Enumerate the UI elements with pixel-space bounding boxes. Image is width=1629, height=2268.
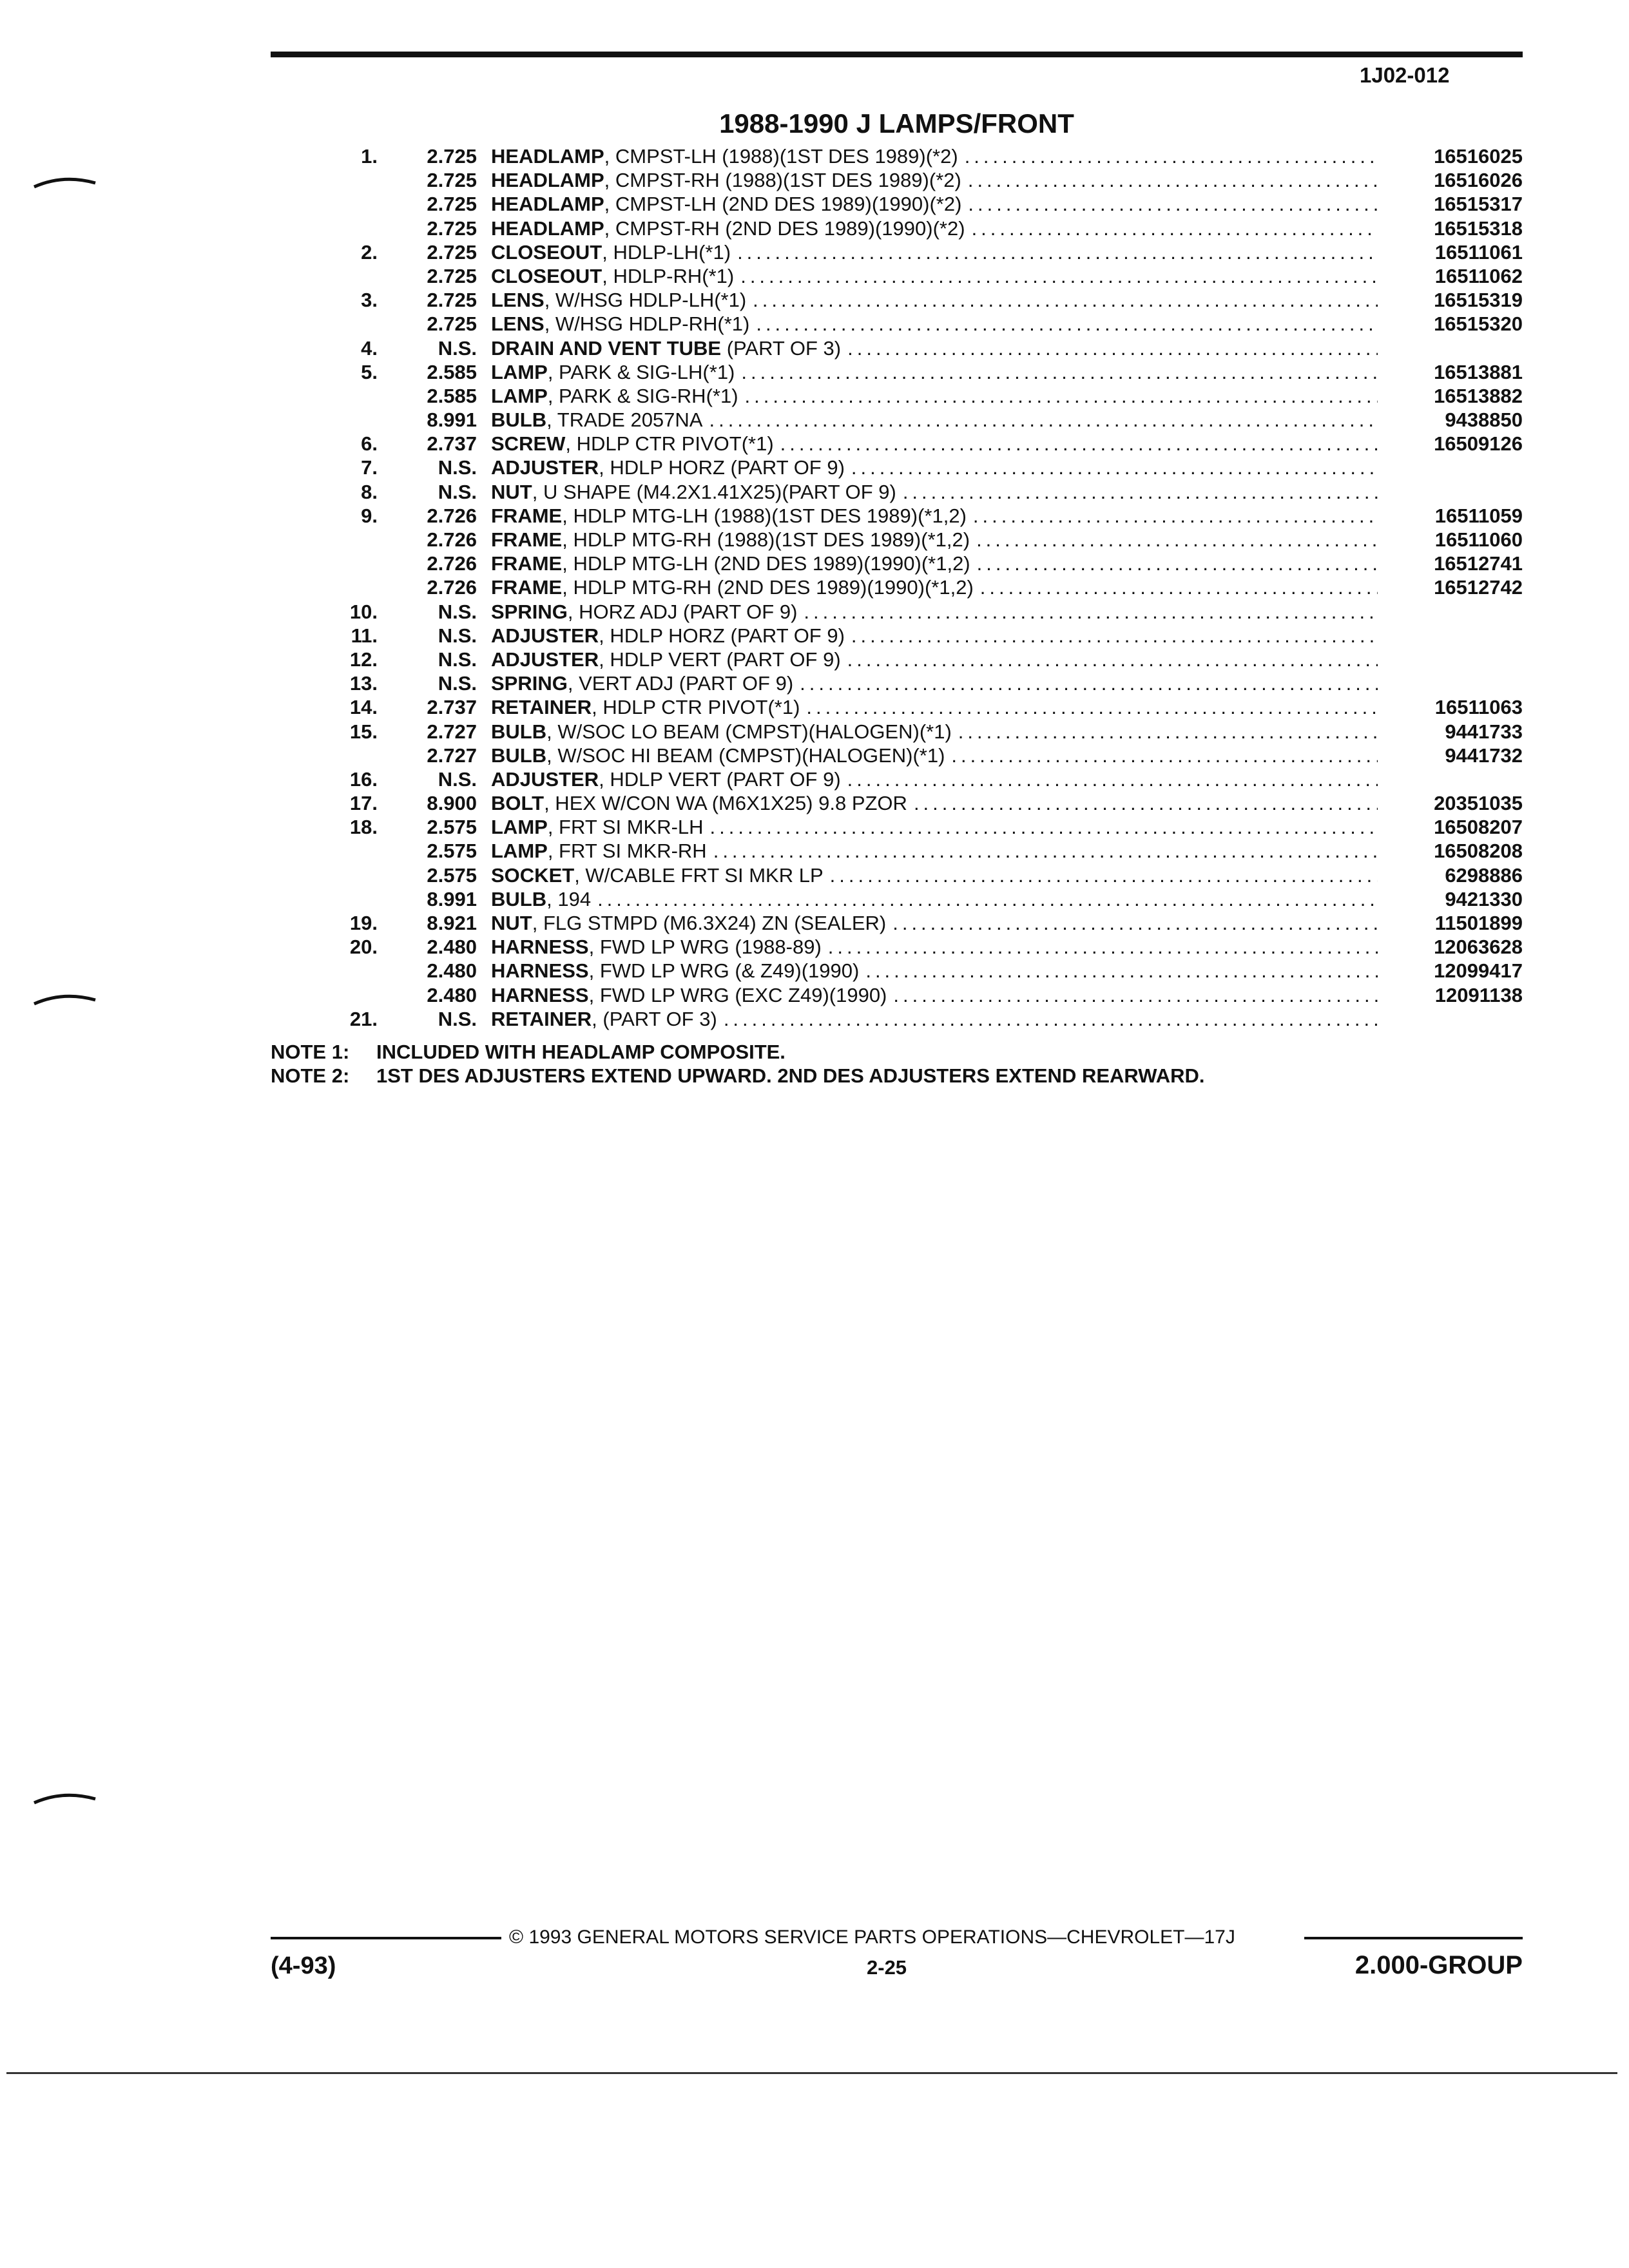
part-detail: , CMPST-RH (1988)(1ST DES 1989)(*2)	[604, 169, 961, 192]
page-title: 1988-1990 J LAMPS/FRONT	[719, 108, 1074, 139]
ref-number: 19.	[349, 912, 378, 934]
dot-leader	[968, 192, 1378, 216]
dot-leader	[968, 168, 1378, 192]
part-name: SCREW	[491, 432, 566, 456]
part-row	[271, 264, 1523, 288]
part-name: FRAME	[491, 504, 563, 527]
group-number: 2.737	[427, 432, 477, 456]
dot-leader	[903, 480, 1378, 504]
part-description	[491, 935, 1378, 959]
part-detail: , W/SOC HI BEAM (CMPST)(HALOGEN)(*1)	[546, 744, 945, 767]
copyright-line: © 1993 GENERAL MOTORS SERVICE PARTS OPERATIONS—CHEVROLET—17J	[509, 1927, 1235, 1948]
part-description	[491, 432, 1378, 456]
part-description	[491, 959, 1378, 983]
part-description	[491, 695, 1378, 719]
part-description	[491, 648, 1378, 671]
part-detail: , VERT ADJ (PART OF 9)	[567, 672, 794, 695]
part-name: FRAME	[491, 552, 563, 575]
note-text: 1ST DES ADJUSTERS EXTEND UPWARD. 2ND DES ADJUSTERS EXTEND REARWARD.	[376, 1064, 1205, 1087]
part-description	[491, 983, 1378, 1007]
part-detail: , CMPST-LH (1988)(1ST DES 1989)(*2)	[604, 145, 958, 168]
part-detail: (PART OF 3)	[721, 336, 842, 360]
dot-leader	[710, 815, 1378, 839]
part-row	[271, 720, 1523, 744]
part-detail: , FRT SI MKR-LH	[547, 816, 704, 839]
part-number: 9421330	[1445, 887, 1523, 910]
dot-leader	[865, 959, 1378, 983]
part-number: 16511063	[1434, 696, 1523, 719]
part-name: ADJUSTER	[491, 456, 599, 479]
part-name: NUT	[491, 480, 532, 503]
note-label: NOTE 2:	[271, 1064, 350, 1087]
part-row	[271, 144, 1523, 168]
part-detail: , HDLP HORZ (PART OF 9)	[599, 456, 845, 479]
part-row	[271, 432, 1523, 456]
group-number: 2.575	[427, 840, 477, 863]
part-number: 16508207	[1434, 816, 1523, 839]
part-row	[271, 168, 1523, 192]
part-number: 16511059	[1434, 504, 1523, 527]
part-description	[491, 192, 1378, 216]
dot-leader	[972, 216, 1378, 240]
group-number: 2.480	[427, 983, 477, 1006]
group-number: 2.725	[427, 145, 477, 168]
part-number: 16509126	[1434, 432, 1523, 456]
part-detail: , FLG STMPD (M6.3X24) ZN (SEALER)	[532, 912, 887, 934]
page-number: 2-25	[867, 1956, 907, 1979]
group-number: 2.726	[427, 552, 477, 575]
part-number: 16511062	[1434, 264, 1523, 287]
dot-leader	[800, 671, 1378, 695]
part-name: ADJUSTER	[491, 624, 599, 647]
dot-leader	[756, 312, 1378, 336]
part-description	[491, 911, 1378, 935]
part-row	[271, 216, 1523, 240]
part-detail: , HDLP-LH(*1)	[602, 240, 731, 264]
dot-leader	[977, 552, 1378, 575]
ref-number: 3.	[361, 289, 378, 312]
part-name: BULB	[491, 720, 547, 743]
part-detail: , CMPST-RH (2ND DES 1989)(1990)(*2)	[604, 216, 965, 240]
part-name: HARNESS	[491, 959, 589, 983]
part-number: 16516025	[1434, 145, 1523, 168]
part-row	[271, 480, 1523, 504]
part-number: 12063628	[1434, 936, 1523, 959]
part-row	[271, 600, 1523, 624]
part-description	[491, 408, 1378, 432]
ref-number: 11.	[351, 624, 378, 647]
group-number: N.S.	[438, 672, 477, 695]
part-name: LAMP	[491, 840, 548, 863]
note-label: NOTE 1:	[271, 1041, 350, 1063]
part-row	[271, 575, 1523, 599]
ref-number: 10.	[349, 600, 378, 623]
part-name: CLOSEOUT	[491, 264, 602, 287]
part-row	[271, 240, 1523, 264]
dot-leader	[709, 408, 1378, 432]
part-detail: , W/CABLE FRT SI MKR LP	[574, 863, 824, 887]
ref-number: 21.	[349, 1007, 378, 1030]
group-number: 2.725	[427, 240, 477, 264]
part-row	[271, 288, 1523, 312]
group-number: 2.725	[427, 169, 477, 192]
group-number: N.S.	[438, 600, 477, 623]
part-row	[271, 791, 1523, 815]
part-name: HARNESS	[491, 936, 589, 959]
parts-list	[271, 144, 1523, 1031]
ref-number: 9.	[361, 504, 378, 527]
part-name: FRAME	[491, 576, 563, 599]
part-number: 6298886	[1445, 863, 1523, 887]
top-rule	[271, 52, 1523, 57]
dot-leader	[980, 575, 1378, 599]
part-detail: , FWD LP WRG (EXC Z49)(1990)	[588, 983, 887, 1006]
part-number: 16511061	[1434, 240, 1523, 264]
dot-leader	[737, 240, 1378, 264]
group-number: N.S.	[438, 624, 477, 647]
part-description	[491, 480, 1378, 504]
part-detail: , HDLP-RH(*1)	[602, 264, 735, 287]
part-name: NUT	[491, 912, 532, 934]
ref-number: 18.	[349, 816, 378, 839]
part-detail: , HORZ ADJ (PART OF 9)	[567, 600, 798, 623]
dot-leader	[806, 695, 1378, 719]
part-description	[491, 288, 1378, 312]
dot-leader	[893, 983, 1378, 1007]
part-description	[491, 839, 1378, 863]
part-description	[491, 456, 1378, 479]
part-name: SPRING	[491, 600, 568, 623]
part-detail: , HDLP CTR PIVOT(*1)	[565, 432, 774, 456]
group-number: 2.725	[427, 264, 477, 287]
part-name: LAMP	[491, 816, 548, 839]
part-description	[491, 360, 1378, 384]
document-code: 1J02-012	[1360, 63, 1450, 87]
part-detail: , FWD LP WRG (& Z49)(1990)	[588, 959, 860, 983]
part-row	[271, 384, 1523, 408]
group-number: 2.727	[427, 744, 477, 767]
part-description	[491, 600, 1378, 624]
part-row	[271, 887, 1523, 911]
part-description	[491, 791, 1378, 815]
part-row	[271, 695, 1523, 719]
bottom-rule	[6, 2072, 1617, 2074]
ref-number: 15.	[349, 720, 378, 743]
dot-leader	[847, 336, 1378, 360]
group-number: 8.991	[427, 408, 477, 432]
part-description	[491, 720, 1378, 744]
part-row	[271, 1007, 1523, 1031]
group-number: 2.725	[427, 312, 477, 336]
group-number: 2.725	[427, 216, 477, 240]
dot-leader	[745, 384, 1378, 408]
part-name: SOCKET	[491, 863, 575, 887]
part-description	[491, 336, 1378, 360]
notes	[271, 1040, 1205, 1088]
group-number: 2.727	[427, 720, 477, 743]
part-description	[491, 744, 1378, 767]
ref-number: 13.	[349, 672, 378, 695]
part-description	[491, 815, 1378, 839]
part-detail: , FRT SI MKR-RH	[547, 840, 707, 863]
part-name: HEADLAMP	[491, 216, 604, 240]
group-number: 2.737	[427, 696, 477, 719]
part-number: 20351035	[1434, 792, 1523, 815]
ref-number: 17.	[349, 792, 378, 815]
part-number: 16515320	[1434, 312, 1523, 336]
part-detail: , HDLP MTG-RH (2ND DES 1989)(1990)(*1,2)	[562, 576, 974, 599]
ref-number: 14.	[349, 696, 378, 719]
part-description	[491, 1007, 1378, 1031]
group-number: N.S.	[438, 480, 477, 503]
footer-rule-left	[271, 1937, 501, 1939]
part-row	[271, 528, 1523, 552]
ref-number: 20.	[349, 936, 378, 959]
note-1	[271, 1040, 1205, 1064]
part-detail: , CMPST-LH (2ND DES 1989)(1990)(*2)	[604, 193, 962, 216]
note-2	[271, 1064, 1205, 1088]
ref-number: 16.	[349, 767, 378, 791]
part-row	[271, 911, 1523, 935]
part-number: 16513881	[1434, 360, 1523, 383]
group-number: 2.585	[427, 384, 477, 407]
part-number: 16511060	[1434, 528, 1523, 551]
footer-rule-right	[1304, 1937, 1523, 1939]
part-row	[271, 983, 1523, 1007]
dot-leader	[830, 863, 1378, 887]
group-number: N.S.	[438, 767, 477, 791]
part-detail: , U SHAPE (M4.2X1.41X25)(PART OF 9)	[532, 480, 896, 503]
part-detail: , HDLP MTG-LH (2ND DES 1989)(1990)(*1,2)	[562, 552, 970, 575]
dot-leader	[851, 456, 1378, 479]
part-detail: , W/SOC LO BEAM (CMPST)(HALOGEN)(*1)	[546, 720, 952, 743]
group-number: 2.725	[427, 289, 477, 312]
part-row	[271, 312, 1523, 336]
part-name: BULB	[491, 744, 547, 767]
part-number: 16515317	[1434, 193, 1523, 216]
part-name: LAMP	[491, 384, 548, 407]
part-detail: , HDLP MTG-LH (1988)(1ST DES 1989)(*1,2)	[562, 504, 967, 527]
part-detail: , HDLP MTG-RH (1988)(1ST DES 1989)(*1,2)	[562, 528, 970, 551]
part-row	[271, 767, 1523, 791]
ref-number: 4.	[361, 336, 378, 360]
dot-leader	[597, 887, 1378, 911]
dot-leader	[753, 288, 1378, 312]
part-number: 11501899	[1434, 912, 1523, 934]
dot-leader	[976, 528, 1378, 552]
part-name: SPRING	[491, 672, 568, 695]
dot-leader	[892, 911, 1378, 935]
part-number: 16516026	[1434, 169, 1523, 192]
part-description	[491, 552, 1378, 575]
part-row	[271, 863, 1523, 887]
part-row	[271, 959, 1523, 983]
part-description	[491, 216, 1378, 240]
dot-leader	[780, 432, 1378, 456]
part-row	[271, 336, 1523, 360]
part-row	[271, 648, 1523, 671]
part-number: 16515319	[1434, 289, 1523, 312]
note-text: INCLUDED WITH HEADLAMP COMPOSITE.	[376, 1041, 786, 1063]
part-number: 16512741	[1434, 552, 1523, 575]
part-row	[271, 408, 1523, 432]
group-number: 8.921	[427, 912, 477, 934]
group-number: 2.726	[427, 576, 477, 599]
dot-leader	[847, 767, 1378, 791]
group-number: 2.726	[427, 528, 477, 551]
dot-leader	[965, 144, 1378, 168]
ref-number: 8.	[361, 480, 378, 503]
part-description	[491, 504, 1378, 528]
part-name: DRAIN AND VENT TUBE	[491, 336, 722, 360]
part-detail: , 194	[546, 887, 592, 910]
scan-mark	[31, 986, 102, 1012]
part-row	[271, 671, 1523, 695]
group-label: 2.000-GROUP	[1354, 1951, 1523, 1979]
part-description	[491, 240, 1378, 264]
part-detail: , HDLP VERT (PART OF 9)	[599, 648, 841, 671]
part-row	[271, 624, 1523, 648]
part-detail: , HDLP HORZ (PART OF 9)	[599, 624, 845, 647]
part-name: BULB	[491, 887, 547, 910]
part-description	[491, 671, 1378, 695]
part-number: 12091138	[1434, 983, 1523, 1006]
part-description	[491, 528, 1378, 552]
part-number: 16513882	[1434, 384, 1523, 407]
ref-number: 2.	[361, 240, 378, 264]
part-description	[491, 863, 1378, 887]
part-name: LENS	[491, 289, 545, 312]
ref-number: 1.	[361, 145, 378, 168]
part-detail: , FWD LP WRG (1988-89)	[588, 936, 822, 959]
part-name: HEADLAMP	[491, 145, 604, 168]
part-description	[491, 887, 1378, 911]
part-number: 9441732	[1445, 744, 1523, 767]
part-description	[491, 264, 1378, 288]
scan-mark	[31, 169, 102, 195]
group-number: N.S.	[438, 456, 477, 479]
part-row	[271, 815, 1523, 839]
ref-number: 7.	[361, 456, 378, 479]
part-detail: , PARK & SIG-RH(*1)	[547, 384, 738, 407]
part-name: HARNESS	[491, 983, 589, 1006]
group-number: N.S.	[438, 1007, 477, 1030]
part-description	[491, 384, 1378, 408]
dot-leader	[914, 791, 1378, 815]
part-name: BULB	[491, 408, 547, 432]
part-description	[491, 575, 1378, 599]
part-row	[271, 192, 1523, 216]
part-description	[491, 144, 1378, 168]
group-number: N.S.	[438, 648, 477, 671]
part-number: 9441733	[1445, 720, 1523, 743]
group-number: 2.480	[427, 936, 477, 959]
group-number: 2.575	[427, 816, 477, 839]
ref-number: 12.	[349, 648, 378, 671]
dot-leader	[847, 648, 1378, 671]
part-row	[271, 839, 1523, 863]
part-description	[491, 168, 1378, 192]
part-detail: , (PART OF 3)	[592, 1007, 717, 1030]
part-number: 9438850	[1445, 408, 1523, 432]
part-row	[271, 935, 1523, 959]
group-number: 8.900	[427, 792, 477, 815]
part-detail: , W/HSG HDLP-RH(*1)	[544, 312, 750, 336]
part-number: 16515318	[1434, 216, 1523, 240]
dot-leader	[951, 744, 1378, 767]
part-name: CLOSEOUT	[491, 240, 602, 264]
group-number: 2.575	[427, 863, 477, 887]
dot-leader	[958, 720, 1378, 744]
group-number: 2.726	[427, 504, 477, 527]
group-number: 8.991	[427, 887, 477, 910]
group-number: 2.585	[427, 360, 477, 383]
ref-number: 6.	[361, 432, 378, 456]
dot-leader	[740, 264, 1378, 288]
part-detail: , HDLP VERT (PART OF 9)	[599, 767, 841, 791]
ref-number: 5.	[361, 360, 378, 383]
part-name: FRAME	[491, 528, 563, 551]
part-name: LENS	[491, 312, 545, 336]
part-name: RETAINER	[491, 696, 592, 719]
part-name: RETAINER	[491, 1007, 592, 1030]
dot-leader	[973, 504, 1378, 528]
part-number: 16508208	[1434, 840, 1523, 863]
group-number: 2.725	[427, 193, 477, 216]
part-detail: , HDLP CTR PIVOT(*1)	[592, 696, 800, 719]
revision-date: (4-93)	[271, 1952, 336, 1979]
part-row	[271, 456, 1523, 479]
part-detail: , HEX W/CON WA (M6X1X25) 9.8 PZOR	[544, 792, 907, 815]
scan-mark	[31, 1785, 102, 1811]
part-description	[491, 312, 1378, 336]
dot-leader	[713, 839, 1378, 863]
part-name: ADJUSTER	[491, 767, 599, 791]
part-name: LAMP	[491, 360, 548, 383]
part-description	[491, 767, 1378, 791]
part-row	[271, 360, 1523, 384]
part-row	[271, 504, 1523, 528]
part-description	[491, 624, 1378, 648]
group-number: N.S.	[438, 336, 477, 360]
part-detail: , TRADE 2057NA	[546, 408, 703, 432]
part-number: 12099417	[1434, 959, 1523, 983]
part-detail: , W/HSG HDLP-LH(*1)	[544, 289, 747, 312]
dot-leader	[828, 935, 1378, 959]
part-number: 16512742	[1434, 576, 1523, 599]
part-row	[271, 552, 1523, 575]
dot-leader	[741, 360, 1378, 384]
dot-leader	[804, 600, 1378, 624]
group-number: 2.480	[427, 959, 477, 983]
dot-leader	[851, 624, 1378, 648]
part-name: HEADLAMP	[491, 193, 604, 216]
part-row	[271, 744, 1523, 767]
part-detail: , PARK & SIG-LH(*1)	[547, 360, 735, 383]
part-name: ADJUSTER	[491, 648, 599, 671]
dot-leader	[724, 1007, 1378, 1031]
part-name: BOLT	[491, 792, 545, 815]
part-name: HEADLAMP	[491, 169, 604, 192]
